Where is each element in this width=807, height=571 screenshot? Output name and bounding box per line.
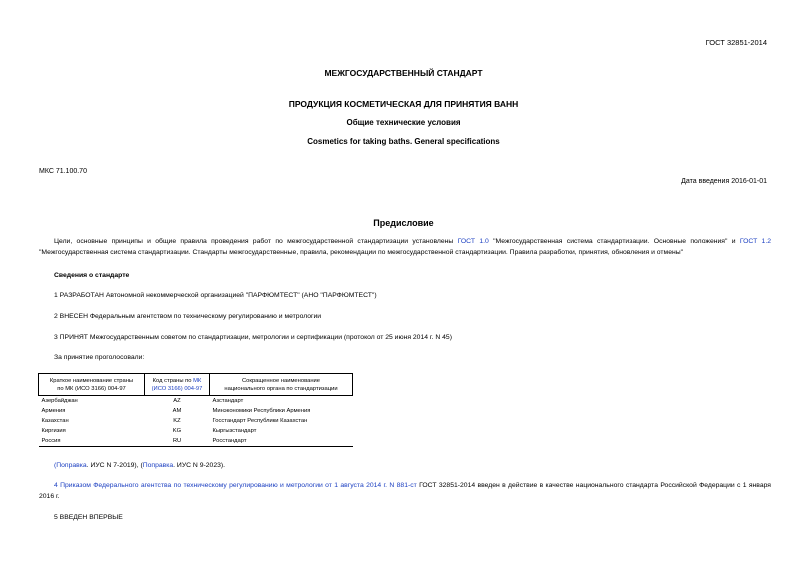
document-title: ПРОДУКЦИЯ КОСМЕТИЧЕСКАЯ ДЛЯ ПРИНЯТИЯ ВАНН [288,99,519,109]
country-cell: Киргизия [41,428,66,434]
item-order [39,480,771,502]
country-cell: Азербайджан [41,398,78,404]
body-cell: Минэкономики Республики Армения [212,408,311,414]
header-country: Краткое наименование страны по МК (ИСО 3166) 004-97 [39,374,145,396]
table-row [39,396,353,407]
header-body: Сокращенное наименование национального органа по стандартизации [210,374,353,396]
preface-text: "Межгосударственная система стандартизации. Основные положения" и [488,238,740,245]
table-header-row [39,374,353,396]
item-adopted: 3 ПРИНЯТ Межгосударственным советом по стандартизации, метрологии и сертификации (протокол от 25 июня 2014 г. N 45) [54,334,452,341]
item-submitted: 2 ВНЕСЕН Федеральным агентством по техническому регулированию и метрологии [54,313,322,320]
gost-1-0-link[interactable]: ГОСТ 1.0 [457,238,489,245]
preface-text: Цели, основные принципы и общие правила проведения работ по межгосударственной стандартизации установлены [54,238,458,245]
mk-link[interactable]: МК [193,377,202,384]
table-row [39,406,353,416]
amendments-line [54,460,225,471]
item-developed: 1 РАЗРАБОТАН Автономной некоммерческой организацией "ПАРФЮМТЕСТ" (АНО "ПАРФЮМТЕСТ") [54,292,377,299]
order-881-link[interactable]: 4 Приказом Федерального агентства по техническому регулированию и метрологии от 1 августа 2014 г. N 881-ст [54,482,417,489]
code-cell: KZ [173,418,181,424]
country-cell: Казахстан [41,418,69,424]
preface-text: "Межгосударственная система стандартизации. Стандарты межгосударственные, правила, рекомендации по межгосударственной стандартизации. Правила разработки, принятия, обновления и отмены" [39,249,684,256]
introduction-date: Дата введения 2016-01-01 [681,178,767,185]
amendment-text: . ИУС N 9-2023). [173,462,226,469]
table-row [39,426,353,436]
document-subtitle-ru: Общие технические условия [346,118,461,127]
table-row [39,416,353,426]
amendment-2019-link[interactable]: (Поправка [54,462,87,469]
voting-countries-table [38,373,353,447]
code-cell: AZ [173,398,181,404]
body-cell: Кыргызстандарт [212,428,257,434]
item-first-introduced: 5 ВВЕДЕН ВПЕРВЫЕ [54,514,123,521]
about-standard-heading: Сведения о стандарте [54,272,130,279]
country-cell: Россия [39,436,145,447]
voted-label: За принятие проголосовали: [54,354,145,361]
iso-3166-link[interactable]: (ИСО 3166) 004-97 [151,385,203,392]
standard-type-heading: МЕЖГОСУДАРСТВЕННЫЙ СТАНДАРТ [324,68,483,78]
code-cell: AM [172,408,182,414]
code-cell: RU [145,436,210,447]
document-subtitle-en: Cosmetics for taking baths. General specifications [307,137,500,146]
body-cell: Росстандарт [210,436,353,447]
body-cell: Госстандарт Республики Казахстан [212,418,308,424]
amendment-text: . ИУС N 7-2019), ( [86,462,143,469]
country-cell: Армения [41,408,66,414]
body-cell: Азстандарт [212,398,244,404]
document-code: ГОСТ 32851-2014 [705,38,767,47]
preface-paragraph [39,236,771,258]
amendment-2023-link[interactable]: Поправка [142,462,174,469]
code-cell: KG [172,428,182,434]
order-text: ГОСТ 32851-2014 введен в действие в качестве национального стандарта Российской Федерации с 1 января 2016 г. [39,482,771,500]
header-code: Код страны по МК (ИСО 3166) 004-97 [145,374,210,396]
table-row [39,436,353,447]
gost-1-2-link[interactable]: ГОСТ 1.2 [739,238,771,245]
preface-heading: Предисловие [373,218,434,228]
mks-code: МКС 71.100.70 [39,168,87,175]
